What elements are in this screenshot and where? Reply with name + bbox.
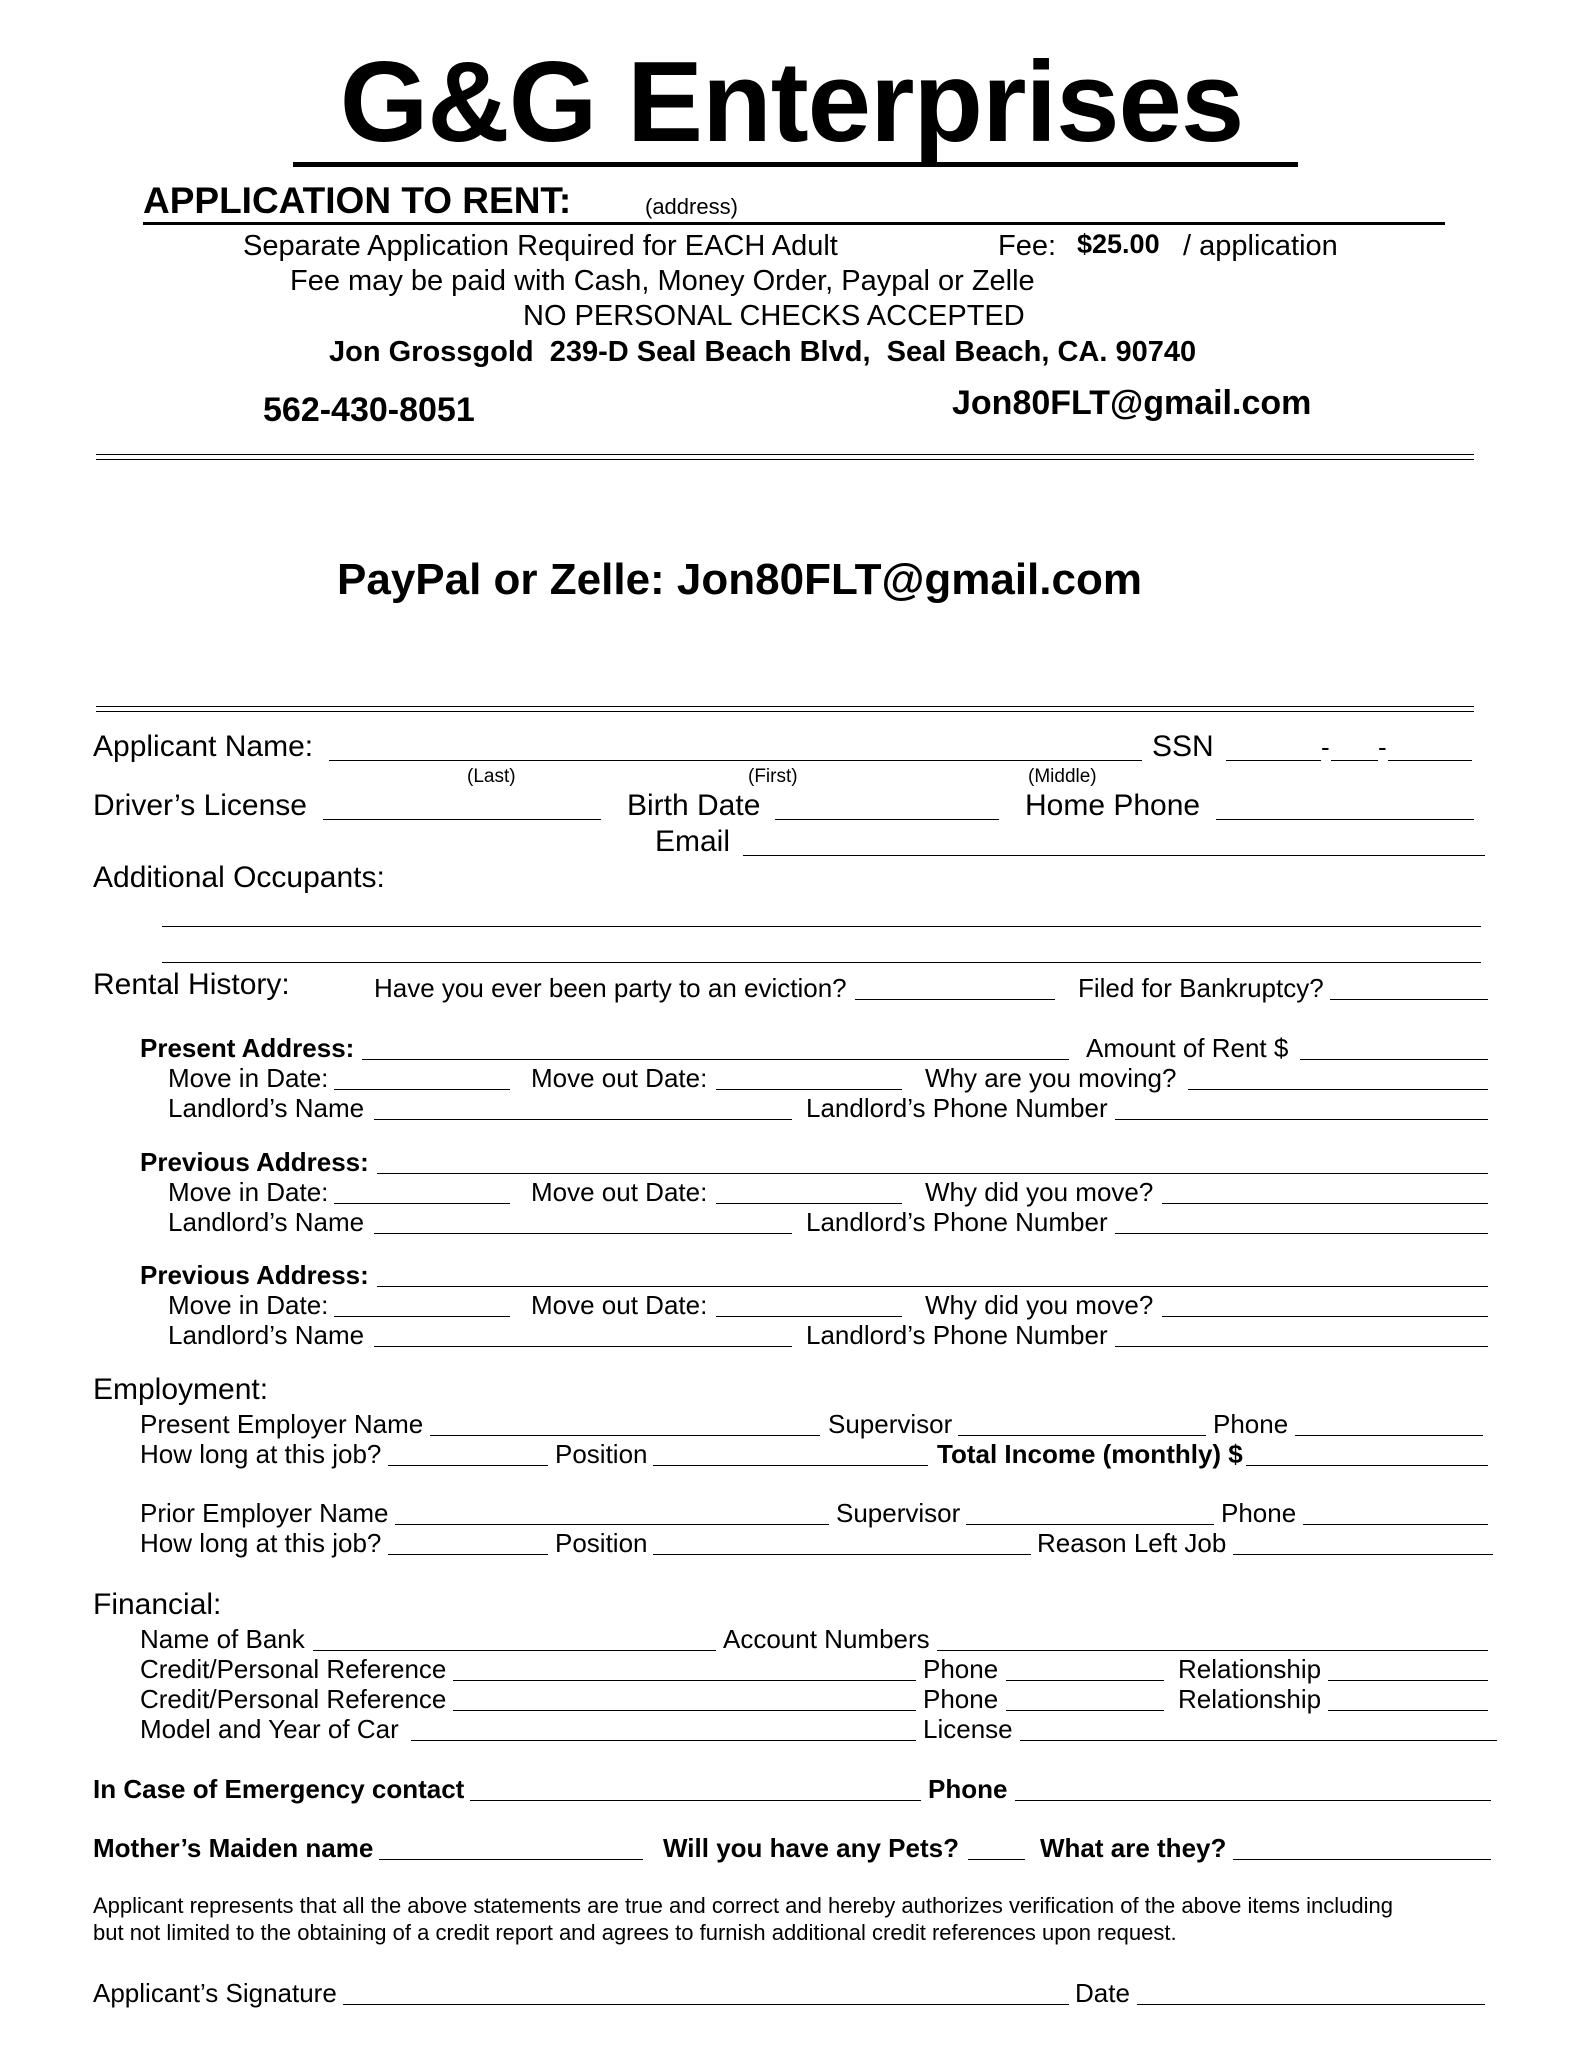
credit-ref-2-label: Credit/Personal Reference bbox=[140, 1684, 447, 1714]
ssn-field-2[interactable] bbox=[1331, 760, 1378, 761]
birth-date-label: Birth Date bbox=[627, 789, 761, 822]
previous-2-why-moved-field[interactable] bbox=[1162, 1316, 1488, 1317]
last-hint: (Last) bbox=[467, 766, 516, 787]
title-underline bbox=[293, 162, 1298, 167]
present-how-long-label: How long at this job? bbox=[140, 1439, 382, 1469]
present-move-out-field[interactable] bbox=[716, 1089, 902, 1090]
account-numbers-field[interactable] bbox=[937, 1650, 1488, 1651]
maiden-name-field[interactable] bbox=[379, 1859, 643, 1860]
occupants-field-2[interactable] bbox=[162, 962, 1481, 963]
bankruptcy-field[interactable] bbox=[1330, 999, 1488, 1000]
financial-label: Financial: bbox=[93, 1588, 222, 1621]
total-income-field[interactable] bbox=[1246, 1465, 1488, 1466]
previous-address-2-field[interactable] bbox=[377, 1286, 1488, 1287]
credit-ref-1-field[interactable] bbox=[453, 1680, 916, 1681]
prior-employer-phone-field[interactable] bbox=[1303, 1524, 1488, 1525]
home-phone-field[interactable] bbox=[1216, 819, 1474, 820]
previous-address-1-field[interactable] bbox=[377, 1173, 1488, 1174]
present-address-field[interactable] bbox=[362, 1059, 1069, 1060]
birth-date-field[interactable] bbox=[775, 819, 999, 820]
present-landlord-name-field[interactable] bbox=[374, 1119, 792, 1120]
present-supervisor-field[interactable] bbox=[958, 1435, 1206, 1436]
car-license-field[interactable] bbox=[1020, 1740, 1497, 1741]
present-move-in-label: Move in Date: bbox=[168, 1063, 329, 1093]
signature-date-label: Date bbox=[1075, 1978, 1130, 2008]
ssn-label: SSN bbox=[1152, 730, 1214, 763]
reason-left-field[interactable] bbox=[1233, 1554, 1493, 1555]
previous-1-move-out-label: Move out Date: bbox=[531, 1177, 708, 1207]
emergency-contact-field[interactable] bbox=[470, 1800, 921, 1801]
previous-2-move-out-field[interactable] bbox=[716, 1316, 902, 1317]
ssn-dash-2: - bbox=[1378, 732, 1387, 762]
applicant-name-label: Applicant Name: bbox=[93, 730, 314, 763]
applicant-name-field[interactable] bbox=[329, 760, 1142, 761]
previous-2-why-moved-label: Why did you move? bbox=[925, 1290, 1154, 1320]
prior-position-label: Position bbox=[555, 1528, 648, 1558]
address-hint: (address) bbox=[645, 194, 738, 219]
credit-ref-1-phone-label: Phone bbox=[923, 1654, 999, 1684]
prior-position-field[interactable] bbox=[653, 1554, 1031, 1555]
ssn-dash-1: - bbox=[1321, 732, 1330, 762]
company-title: G&G Enterprises bbox=[339, 39, 1244, 166]
previous-1-landlord-phone-label: Landlord’s Phone Number bbox=[806, 1207, 1108, 1237]
previous-2-landlord-name-label: Landlord’s Name bbox=[168, 1320, 365, 1350]
bank-name-field[interactable] bbox=[313, 1650, 716, 1651]
car-label: Model and Year of Car bbox=[140, 1714, 399, 1744]
credit-ref-2-phone-field[interactable] bbox=[1006, 1710, 1164, 1711]
present-landlord-name-label: Landlord’s Name bbox=[168, 1093, 365, 1123]
previous-2-move-out-label: Move out Date: bbox=[531, 1290, 708, 1320]
pets-field[interactable] bbox=[968, 1859, 1025, 1860]
eviction-field[interactable] bbox=[855, 999, 1055, 1000]
previous-1-move-in-field[interactable] bbox=[334, 1203, 510, 1204]
account-numbers-label: Account Numbers bbox=[723, 1624, 930, 1654]
contact-phone: 562-430-8051 bbox=[263, 391, 475, 429]
credit-ref-1-phone-field[interactable] bbox=[1006, 1680, 1164, 1681]
present-move-in-field[interactable] bbox=[334, 1089, 510, 1090]
previous-address-1-label: Previous Address: bbox=[140, 1147, 369, 1177]
bankruptcy-question: Filed for Bankruptcy? bbox=[1078, 973, 1324, 1003]
present-how-long-field[interactable] bbox=[388, 1465, 548, 1466]
previous-1-landlord-name-label: Landlord’s Name bbox=[168, 1207, 365, 1237]
contact-address: Jon Grossgold 239-D Seal Beach Blvd, Seal Beach, CA. 90740 bbox=[329, 336, 1197, 368]
prior-supervisor-field[interactable] bbox=[966, 1524, 1214, 1525]
contact-email: Jon80FLT@gmail.com bbox=[952, 384, 1312, 422]
previous-2-landlord-phone-field[interactable] bbox=[1115, 1346, 1488, 1347]
maiden-name-label: Mother’s Maiden name bbox=[93, 1833, 374, 1863]
present-position-label: Position bbox=[555, 1439, 648, 1469]
separator-applicant bbox=[96, 706, 1474, 712]
previous-1-landlord-phone-field[interactable] bbox=[1115, 1233, 1488, 1234]
drivers-license-field[interactable] bbox=[323, 819, 601, 820]
prior-how-long-label: How long at this job? bbox=[140, 1528, 382, 1558]
present-employer-phone-field[interactable] bbox=[1295, 1435, 1483, 1436]
credit-ref-2-field[interactable] bbox=[453, 1710, 916, 1711]
application-heading: APPLICATION TO RENT: bbox=[143, 180, 572, 221]
credit-ref-1-label: Credit/Personal Reference bbox=[140, 1654, 447, 1684]
present-address-label: Present Address: bbox=[140, 1033, 355, 1063]
eviction-question: Have you ever been party to an eviction? bbox=[374, 973, 847, 1003]
fee-label: Fee: bbox=[998, 230, 1057, 262]
prior-employer-phone-label: Phone bbox=[1221, 1498, 1297, 1528]
present-employer-field[interactable] bbox=[430, 1435, 820, 1436]
car-license-label: License bbox=[923, 1714, 1013, 1744]
present-employer-phone-label: Phone bbox=[1213, 1409, 1289, 1439]
paypal-zelle-line: PayPal or Zelle: Jon80FLT@gmail.com bbox=[337, 555, 1142, 604]
bank-name-label: Name of Bank bbox=[140, 1624, 305, 1654]
fee-unit: / application bbox=[1183, 230, 1338, 262]
present-position-field[interactable] bbox=[653, 1465, 928, 1466]
drivers-license-label: Driver’s License bbox=[93, 789, 307, 822]
credit-ref-2-relationship-field[interactable] bbox=[1328, 1710, 1488, 1711]
separator-top bbox=[96, 454, 1474, 460]
emergency-phone-label: Phone bbox=[928, 1774, 1008, 1804]
emergency-contact-label: In Case of Emergency contact bbox=[93, 1774, 465, 1804]
amount-of-rent-field[interactable] bbox=[1300, 1059, 1488, 1060]
previous-1-why-moved-label: Why did you move? bbox=[925, 1177, 1154, 1207]
pets-question: Will you have any Pets? bbox=[663, 1833, 959, 1863]
credit-ref-1-relationship-field[interactable] bbox=[1328, 1680, 1488, 1681]
additional-occupants-label: Additional Occupants: bbox=[93, 861, 385, 894]
ssn-field-1[interactable] bbox=[1226, 760, 1321, 761]
previous-2-landlord-name-field[interactable] bbox=[374, 1346, 792, 1347]
credit-ref-1-relationship-label: Relationship bbox=[1178, 1654, 1322, 1684]
previous-address-2-label: Previous Address: bbox=[140, 1260, 369, 1290]
previous-1-landlord-name-field[interactable] bbox=[374, 1233, 792, 1234]
why-moving-field[interactable] bbox=[1188, 1089, 1488, 1090]
total-income-label: Total Income (monthly) $ bbox=[937, 1439, 1243, 1469]
prior-how-long-field[interactable] bbox=[388, 1554, 548, 1555]
previous-2-landlord-phone-label: Landlord’s Phone Number bbox=[806, 1320, 1108, 1350]
reason-left-label: Reason Left Job bbox=[1037, 1528, 1227, 1558]
authorization-line-1: Applicant represents that all the above statements are true and correct and hereby authorizes verification of the above items including bbox=[93, 1893, 1393, 1918]
previous-1-move-out-field[interactable] bbox=[716, 1203, 902, 1204]
signature-label: Applicant’s Signature bbox=[93, 1978, 337, 2008]
why-moving-label: Why are you moving? bbox=[925, 1063, 1177, 1093]
employment-label: Employment: bbox=[93, 1373, 269, 1406]
ssn-field-3[interactable] bbox=[1388, 760, 1472, 761]
present-employer-label: Present Employer Name bbox=[140, 1409, 424, 1439]
occupants-field-1[interactable] bbox=[162, 926, 1481, 927]
present-supervisor-label: Supervisor bbox=[828, 1409, 953, 1439]
first-hint: (First) bbox=[748, 766, 798, 787]
pets-what-label: What are they? bbox=[1040, 1833, 1227, 1863]
fee-amount: $25.00 bbox=[1077, 229, 1160, 259]
pets-what-field[interactable] bbox=[1233, 1859, 1491, 1860]
prior-supervisor-label: Supervisor bbox=[836, 1498, 961, 1528]
payment-methods: Fee may be paid with Cash, Money Order, Paypal or Zelle bbox=[290, 265, 1035, 297]
email-field[interactable] bbox=[743, 855, 1485, 856]
emergency-phone-field[interactable] bbox=[1015, 1800, 1491, 1801]
present-landlord-phone-label: Landlord’s Phone Number bbox=[806, 1093, 1108, 1123]
signature-field[interactable] bbox=[343, 2004, 1069, 2005]
signature-date-field[interactable] bbox=[1137, 2004, 1485, 2005]
email-label: Email bbox=[655, 825, 731, 858]
present-move-out-label: Move out Date: bbox=[531, 1063, 708, 1093]
credit-ref-2-phone-label: Phone bbox=[923, 1684, 999, 1714]
credit-ref-2-relationship-label: Relationship bbox=[1178, 1684, 1322, 1714]
authorization-line-2: but not limited to the obtaining of a credit report and agrees to furnish additional credit references upon request. bbox=[93, 1920, 1177, 1945]
prior-employer-field[interactable] bbox=[395, 1524, 829, 1525]
middle-hint: (Middle) bbox=[1028, 766, 1097, 787]
prior-employer-label: Prior Employer Name bbox=[140, 1498, 389, 1528]
present-landlord-phone-field[interactable] bbox=[1115, 1119, 1488, 1120]
previous-2-move-in-label: Move in Date: bbox=[168, 1290, 329, 1320]
car-field[interactable] bbox=[411, 1740, 916, 1741]
rental-history-label: Rental History: bbox=[93, 968, 290, 1001]
no-checks-note: NO PERSONAL CHECKS ACCEPTED bbox=[523, 300, 1025, 332]
amount-of-rent-label: Amount of Rent $ bbox=[1086, 1033, 1289, 1063]
address-field[interactable] bbox=[143, 222, 1445, 225]
previous-2-move-in-field[interactable] bbox=[334, 1316, 510, 1317]
previous-1-why-moved-field[interactable] bbox=[1162, 1203, 1488, 1204]
home-phone-label: Home Phone bbox=[1025, 789, 1201, 822]
previous-1-move-in-label: Move in Date: bbox=[168, 1177, 329, 1207]
separate-note: Separate Application Required for EACH Adult bbox=[243, 230, 838, 262]
